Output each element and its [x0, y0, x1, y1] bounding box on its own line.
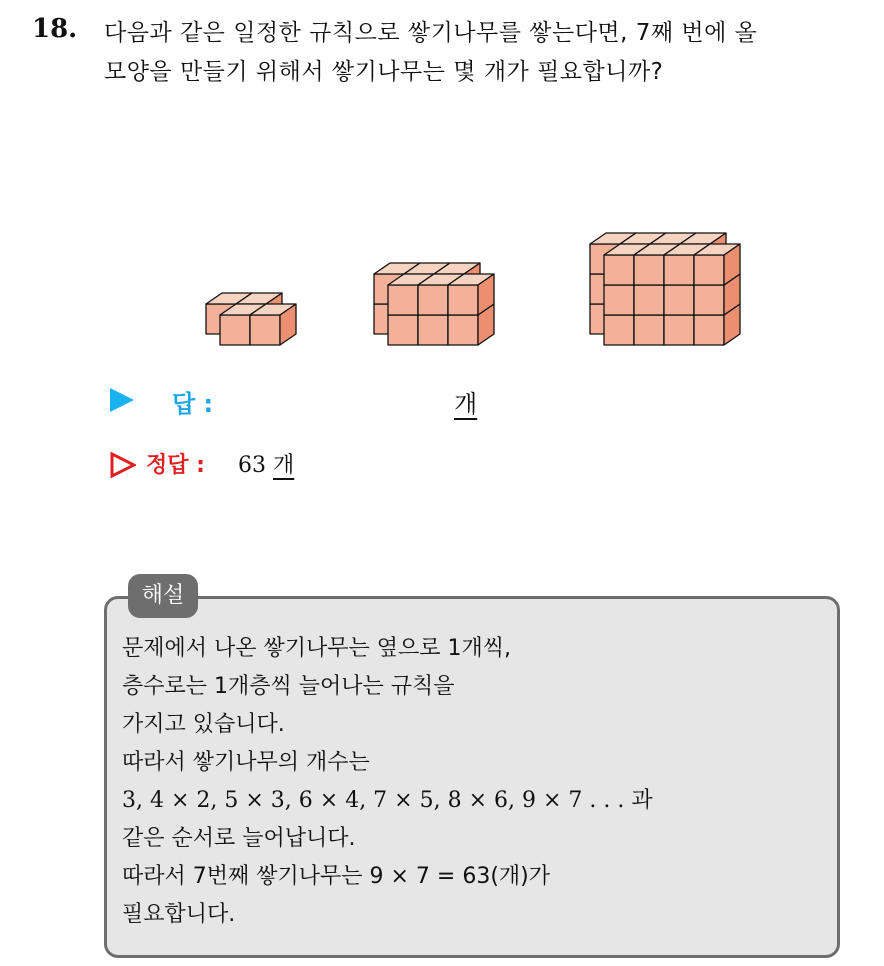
cube-front-face — [634, 315, 664, 345]
cube-front-face — [634, 285, 664, 315]
correct-answer-label: 정답 : — [146, 453, 205, 478]
question-number: 18. — [32, 14, 78, 44]
cube-front-face — [418, 315, 448, 345]
cube-front-face — [388, 285, 418, 315]
explanation-line: 따라서 7번째 쌓기나무는 9 × 7 = 63(개)가 — [122, 864, 550, 889]
explanation-line: 문제에서 나온 쌓기나무는 옆으로 1개씩, — [122, 636, 511, 661]
cube-front-face — [250, 315, 280, 345]
cube-front-face — [664, 315, 694, 345]
explanation-line: 가지고 있습니다. — [122, 712, 285, 737]
explanation-line-math: 3, 4 × 2, 5 × 3, 6 × 4, 7 × 5, 8 × 6, 9 × 7 . . . 과 — [122, 788, 653, 813]
correct-answer-row — [110, 448, 410, 488]
correct-answer-unit: 개 — [273, 453, 295, 478]
cube-front-face — [388, 315, 418, 345]
cube-front-face — [448, 285, 478, 315]
question-line-2: 모양을 만들기 위해서 쌓기나무는 몇 개가 필요합니까? — [104, 59, 664, 85]
answer-unit: 개 — [454, 390, 478, 418]
cube-front-face — [664, 285, 694, 315]
cube-front-face — [694, 285, 724, 315]
question-text — [104, 14, 864, 92]
block-pattern-figure — [150, 130, 790, 350]
answer-row — [110, 384, 530, 424]
question-line-1: 다음과 같은 일정한 규칙으로 쌓기나무를 쌓는다면, 7째 번에 올 — [104, 20, 758, 46]
cube-front-face — [634, 255, 664, 285]
explanation-line: 따라서 쌓기나무의 개수는 — [122, 750, 370, 775]
correct-arrow-icon — [110, 452, 136, 478]
answer-label: 답 : — [172, 390, 214, 418]
cube-front-face — [418, 285, 448, 315]
correct-answer-value — [238, 448, 294, 479]
correct-answer-number: 63 — [238, 453, 266, 478]
explanation-line: 같은 순서로 늘어납니다. — [122, 826, 356, 851]
cube-front-face — [694, 315, 724, 345]
cube-front-face — [448, 315, 478, 345]
explanation-text — [122, 630, 822, 934]
cube-front-face — [220, 315, 250, 345]
explanation-line: 층수로는 1개층씩 늘어나는 규칙을 — [122, 674, 455, 699]
cube-front-face — [694, 255, 724, 285]
answer-arrow-icon — [110, 388, 134, 412]
explanation-line: 필요합니다. — [122, 902, 236, 927]
cube-front-face — [604, 315, 634, 345]
cube-front-face — [604, 255, 634, 285]
cube-front-face — [664, 255, 694, 285]
cube-front-face — [604, 285, 634, 315]
explanation-tab: 해설 — [128, 574, 198, 618]
